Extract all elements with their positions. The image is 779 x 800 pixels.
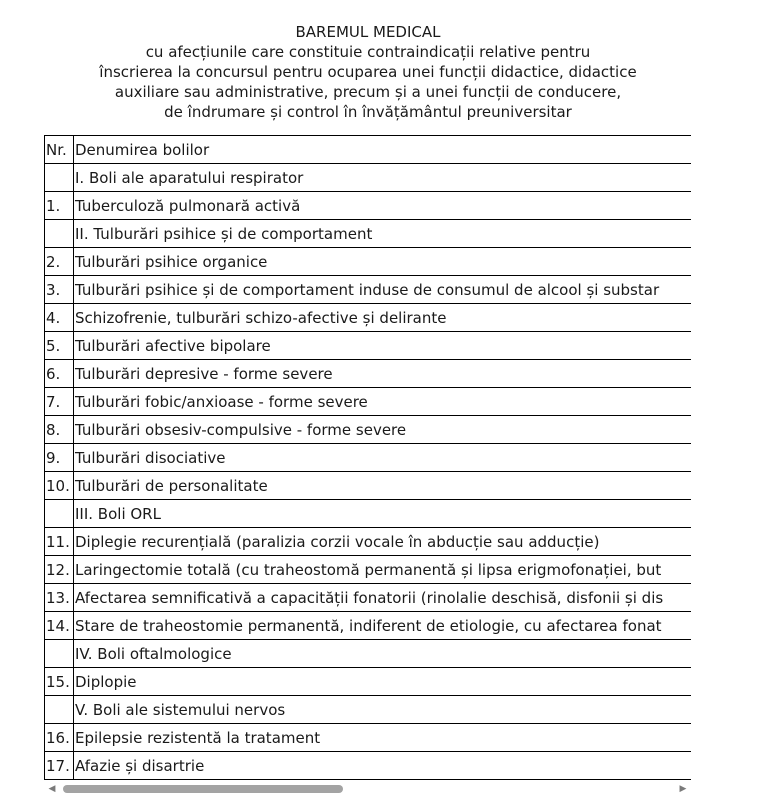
disease-name-cell: Afectarea semnificativă a capacității fonatorii (rinolalie deschisă, disfonii și dis: [74, 584, 692, 612]
row-number-cell: 10.: [45, 472, 74, 500]
table-row: [45, 528, 692, 556]
row-number-cell: 6.: [45, 360, 74, 388]
document-title-block: [0, 22, 736, 122]
disease-name-cell: Tulburări psihice și de comportament induse de consumul de alcool și substar: [74, 276, 692, 304]
table-row: [45, 220, 692, 248]
disease-name-cell: Schizofrenie, tulburări schizo-afective și delirante: [74, 304, 692, 332]
disease-name-cell: Tulburări depresive - forme severe: [74, 360, 692, 388]
disease-name-cell: Tulburări afective bipolare: [74, 332, 692, 360]
table-row: [45, 444, 692, 472]
table-row: [45, 248, 692, 276]
row-number-cell: 12.: [45, 556, 74, 584]
row-number-cell: 9.: [45, 444, 74, 472]
row-number-cell: 7.: [45, 388, 74, 416]
row-number-cell: 8.: [45, 416, 74, 444]
disease-name-cell: Tulburări de personalitate: [74, 472, 692, 500]
table-row: [45, 500, 692, 528]
row-number-cell: 16.: [45, 724, 74, 752]
table-row: [45, 668, 692, 696]
table-header-row: [45, 136, 692, 164]
scroll-left-arrow-icon[interactable]: ◀: [48, 784, 56, 794]
disease-name-cell: Tulburări obsesiv-compulsive - forme severe: [74, 416, 692, 444]
row-number-cell: 5.: [45, 332, 74, 360]
row-number-cell: 2.: [45, 248, 74, 276]
table-row: [45, 332, 692, 360]
disease-name-cell: Tulburări disociative: [74, 444, 692, 472]
disease-name-cell: I. Boli ale aparatului respirator: [74, 164, 692, 192]
table-row: [45, 640, 692, 668]
row-number-cell: 11.: [45, 528, 74, 556]
disease-name-cell: Epilepsie rezistentă la tratament: [74, 724, 692, 752]
table-scroll-container[interactable]: [44, 135, 691, 780]
disease-name-cell: Laringectomie totală (cu traheostomă permanentă și lipsa erigmofonației, but: [74, 556, 692, 584]
disease-name-cell: III. Boli ORL: [74, 500, 692, 528]
row-number-cell: [45, 500, 74, 528]
row-number-cell: [45, 696, 74, 724]
table-row: [45, 164, 692, 192]
row-number-cell: 17.: [45, 752, 74, 780]
disease-name-cell: Diplopie: [74, 668, 692, 696]
row-number-cell: [45, 164, 74, 192]
table-row: [45, 696, 692, 724]
disease-name-cell: IV. Boli oftalmologice: [74, 640, 692, 668]
horizontal-scrollbar[interactable]: [44, 780, 691, 797]
disease-name-cell: Afazie și disartrie: [74, 752, 692, 780]
document-subtitle-line-3: auxiliare sau administrative, precum și a unei funcții de conducere,: [114, 83, 622, 101]
row-number-cell: [45, 220, 74, 248]
disease-name-cell: Tuberculoză pulmonară activă: [74, 192, 692, 220]
table-row: [45, 276, 692, 304]
row-number-cell: 1.: [45, 192, 74, 220]
row-number-cell: 14.: [45, 612, 74, 640]
disease-name-cell: Diplegie recurențială (paralizia corzii vocale în abducție sau adducție): [74, 528, 692, 556]
row-number-cell: 15.: [45, 668, 74, 696]
table-row: [45, 584, 692, 612]
disease-name-cell: II. Tulburări psihice și de comportament: [74, 220, 692, 248]
column-header-disease-name: Denumirea bolilor: [74, 136, 692, 164]
document-subtitle-line-2: înscrierea la concursul pentru ocuparea unei funcții didactice, didactice: [99, 63, 637, 81]
scroll-right-arrow-icon[interactable]: ▶: [679, 784, 687, 794]
column-header-nr: Nr.: [45, 136, 74, 164]
row-number-cell: [45, 640, 74, 668]
row-number-cell: 13.: [45, 584, 74, 612]
document-subtitle-line-4: de îndrumare și control în învățământul preuniversitar: [164, 103, 572, 121]
table-row: [45, 556, 692, 584]
diseases-table: [44, 135, 691, 780]
scrollbar-thumb[interactable]: [63, 785, 343, 793]
disease-name-cell: V. Boli ale sistemului nervos: [74, 696, 692, 724]
table-row: [45, 192, 692, 220]
row-number-cell: 3.: [45, 276, 74, 304]
table-row: [45, 416, 692, 444]
table-row: [45, 752, 692, 780]
table-row: [45, 724, 692, 752]
disease-name-cell: Tulburări fobic/anxioase - forme severe: [74, 388, 692, 416]
disease-name-cell: Stare de traheostomie permanentă, indiferent de etiologie, cu afectarea fonat: [74, 612, 692, 640]
document-title: BAREMUL MEDICAL: [295, 23, 441, 41]
table-row: [45, 304, 692, 332]
table-row: [45, 472, 692, 500]
row-number-cell: 4.: [45, 304, 74, 332]
table-row: [45, 388, 692, 416]
disease-name-cell: Tulburări psihice organice: [74, 248, 692, 276]
table-row: [45, 360, 692, 388]
document-subtitle-line-1: cu afecțiunile care constituie contraindicații relative pentru: [145, 43, 591, 61]
table-row: [45, 612, 692, 640]
